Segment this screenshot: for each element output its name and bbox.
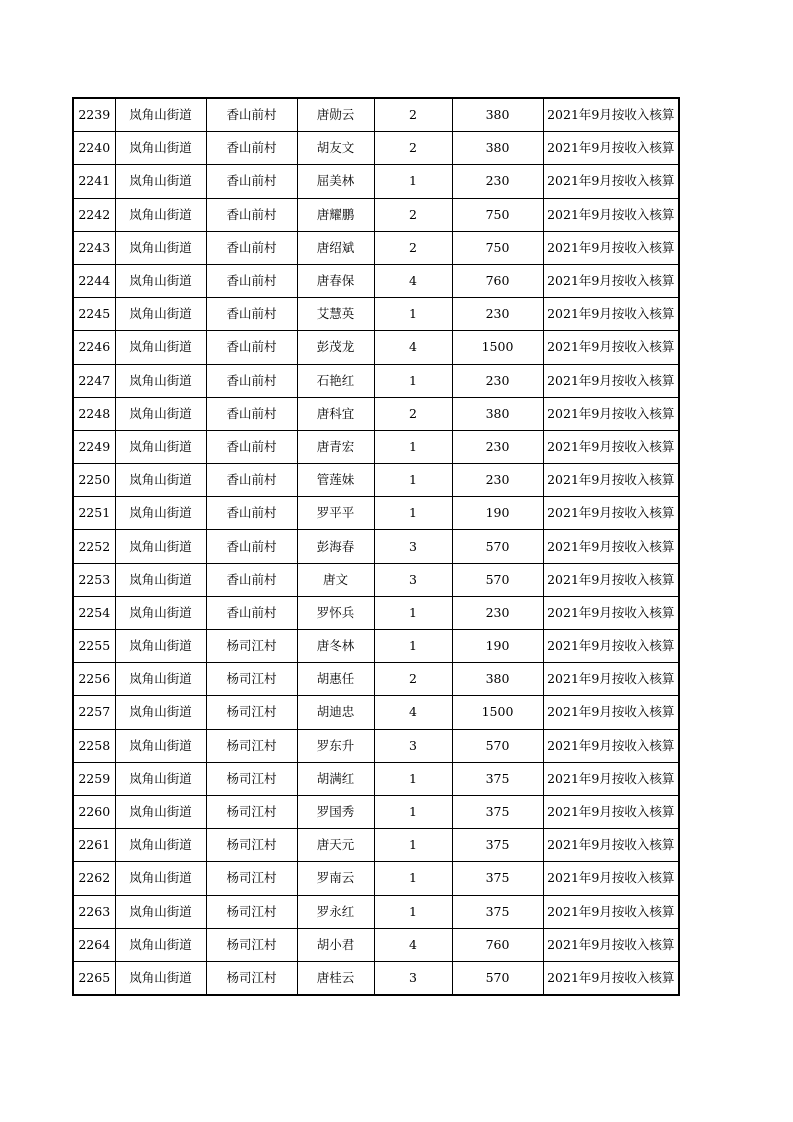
table-row <box>73 729 679 762</box>
village-cell: 杨司江村 <box>206 630 297 663</box>
row-number-cell: 2257 <box>73 696 115 729</box>
table-row <box>73 928 679 961</box>
note-cell: 2021年9月按收入核算 <box>543 464 679 497</box>
household-count-cell: 1 <box>374 862 452 895</box>
note-cell: 2021年9月按收入核算 <box>543 961 679 995</box>
street-cell: 岚角山街道 <box>115 264 206 297</box>
name-cell: 罗怀兵 <box>297 596 374 629</box>
household-count-cell: 4 <box>374 696 452 729</box>
name-cell: 唐绍斌 <box>297 231 374 264</box>
street-cell: 岚角山街道 <box>115 862 206 895</box>
village-cell: 香山前村 <box>206 497 297 530</box>
street-cell: 岚角山街道 <box>115 364 206 397</box>
street-cell: 岚角山街道 <box>115 630 206 663</box>
village-cell: 香山前村 <box>206 530 297 563</box>
table-row <box>73 464 679 497</box>
amount-cell: 750 <box>452 231 543 264</box>
name-cell: 唐勋云 <box>297 98 374 132</box>
note-cell: 2021年9月按收入核算 <box>543 298 679 331</box>
note-cell: 2021年9月按收入核算 <box>543 696 679 729</box>
amount-cell: 375 <box>452 895 543 928</box>
household-count-cell: 3 <box>374 729 452 762</box>
note-cell: 2021年9月按收入核算 <box>543 762 679 795</box>
street-cell: 岚角山街道 <box>115 596 206 629</box>
name-cell: 艾慧英 <box>297 298 374 331</box>
street-cell: 岚角山街道 <box>115 795 206 828</box>
amount-cell: 230 <box>452 298 543 331</box>
amount-cell: 1500 <box>452 696 543 729</box>
table-row <box>73 862 679 895</box>
street-cell: 岚角山街道 <box>115 895 206 928</box>
table-row <box>73 829 679 862</box>
table-row <box>73 530 679 563</box>
note-cell: 2021年9月按收入核算 <box>543 397 679 430</box>
household-count-cell: 2 <box>374 98 452 132</box>
table-row <box>73 663 679 696</box>
name-cell: 胡友文 <box>297 132 374 165</box>
name-cell: 胡迪忠 <box>297 696 374 729</box>
note-cell: 2021年9月按收入核算 <box>543 430 679 463</box>
street-cell: 岚角山街道 <box>115 298 206 331</box>
household-count-cell: 4 <box>374 331 452 364</box>
name-cell: 唐春保 <box>297 264 374 297</box>
street-cell: 岚角山街道 <box>115 397 206 430</box>
name-cell: 唐天元 <box>297 829 374 862</box>
street-cell: 岚角山街道 <box>115 98 206 132</box>
note-cell: 2021年9月按收入核算 <box>543 132 679 165</box>
village-cell: 杨司江村 <box>206 862 297 895</box>
amount-cell: 230 <box>452 364 543 397</box>
village-cell: 香山前村 <box>206 563 297 596</box>
row-number-cell: 2261 <box>73 829 115 862</box>
household-count-cell: 1 <box>374 298 452 331</box>
name-cell: 罗平平 <box>297 497 374 530</box>
amount-cell: 750 <box>452 198 543 231</box>
table-row <box>73 696 679 729</box>
table-body <box>73 98 679 995</box>
table-row <box>73 563 679 596</box>
note-cell: 2021年9月按收入核算 <box>543 231 679 264</box>
table-row <box>73 961 679 995</box>
amount-cell: 570 <box>452 530 543 563</box>
row-number-cell: 2242 <box>73 198 115 231</box>
street-cell: 岚角山街道 <box>115 198 206 231</box>
amount-cell: 380 <box>452 663 543 696</box>
household-count-cell: 1 <box>374 165 452 198</box>
amount-cell: 375 <box>452 762 543 795</box>
village-cell: 香山前村 <box>206 298 297 331</box>
village-cell: 香山前村 <box>206 331 297 364</box>
household-count-cell: 1 <box>374 795 452 828</box>
row-number-cell: 2240 <box>73 132 115 165</box>
note-cell: 2021年9月按收入核算 <box>543 596 679 629</box>
name-cell: 罗东升 <box>297 729 374 762</box>
village-cell: 香山前村 <box>206 397 297 430</box>
row-number-cell: 2243 <box>73 231 115 264</box>
note-cell: 2021年9月按收入核算 <box>543 198 679 231</box>
row-number-cell: 2259 <box>73 762 115 795</box>
row-number-cell: 2252 <box>73 530 115 563</box>
note-cell: 2021年9月按收入核算 <box>543 331 679 364</box>
amount-cell: 375 <box>452 795 543 828</box>
name-cell: 彭海春 <box>297 530 374 563</box>
household-count-cell: 3 <box>374 563 452 596</box>
household-count-cell: 1 <box>374 762 452 795</box>
household-count-cell: 1 <box>374 430 452 463</box>
name-cell: 胡惠任 <box>297 663 374 696</box>
name-cell: 胡满红 <box>297 762 374 795</box>
row-number-cell: 2245 <box>73 298 115 331</box>
name-cell: 唐文 <box>297 563 374 596</box>
table-row <box>73 331 679 364</box>
name-cell: 罗国秀 <box>297 795 374 828</box>
note-cell: 2021年9月按收入核算 <box>543 795 679 828</box>
table-row <box>73 364 679 397</box>
amount-cell: 760 <box>452 928 543 961</box>
household-count-cell: 3 <box>374 961 452 995</box>
name-cell: 唐青宏 <box>297 430 374 463</box>
amount-cell: 230 <box>452 596 543 629</box>
note-cell: 2021年9月按收入核算 <box>543 563 679 596</box>
street-cell: 岚角山街道 <box>115 231 206 264</box>
note-cell: 2021年9月按收入核算 <box>543 98 679 132</box>
row-number-cell: 2251 <box>73 497 115 530</box>
name-cell: 彭茂龙 <box>297 331 374 364</box>
row-number-cell: 2249 <box>73 430 115 463</box>
amount-cell: 230 <box>452 165 543 198</box>
street-cell: 岚角山街道 <box>115 696 206 729</box>
village-cell: 香山前村 <box>206 264 297 297</box>
household-count-cell: 2 <box>374 663 452 696</box>
household-count-cell: 1 <box>374 596 452 629</box>
amount-cell: 380 <box>452 397 543 430</box>
household-count-cell: 3 <box>374 530 452 563</box>
street-cell: 岚角山街道 <box>115 961 206 995</box>
note-cell: 2021年9月按收入核算 <box>543 497 679 530</box>
street-cell: 岚角山街道 <box>115 497 206 530</box>
row-number-cell: 2263 <box>73 895 115 928</box>
table-row <box>73 497 679 530</box>
household-count-cell: 1 <box>374 895 452 928</box>
village-cell: 杨司江村 <box>206 729 297 762</box>
name-cell: 唐冬林 <box>297 630 374 663</box>
amount-cell: 375 <box>452 862 543 895</box>
note-cell: 2021年9月按收入核算 <box>543 530 679 563</box>
household-count-cell: 1 <box>374 464 452 497</box>
village-cell: 香山前村 <box>206 98 297 132</box>
table-row <box>73 895 679 928</box>
household-count-cell: 1 <box>374 630 452 663</box>
household-count-cell: 1 <box>374 829 452 862</box>
village-cell: 香山前村 <box>206 165 297 198</box>
household-count-cell: 2 <box>374 198 452 231</box>
amount-cell: 190 <box>452 630 543 663</box>
street-cell: 岚角山街道 <box>115 663 206 696</box>
row-number-cell: 2248 <box>73 397 115 430</box>
village-cell: 香山前村 <box>206 430 297 463</box>
table-row <box>73 165 679 198</box>
village-cell: 杨司江村 <box>206 762 297 795</box>
street-cell: 岚角山街道 <box>115 563 206 596</box>
street-cell: 岚角山街道 <box>115 430 206 463</box>
village-cell: 杨司江村 <box>206 961 297 995</box>
village-cell: 杨司江村 <box>206 795 297 828</box>
village-cell: 香山前村 <box>206 231 297 264</box>
household-count-cell: 4 <box>374 928 452 961</box>
row-number-cell: 2247 <box>73 364 115 397</box>
amount-cell: 570 <box>452 729 543 762</box>
street-cell: 岚角山街道 <box>115 829 206 862</box>
street-cell: 岚角山街道 <box>115 530 206 563</box>
village-cell: 香山前村 <box>206 464 297 497</box>
table-row <box>73 596 679 629</box>
amount-cell: 760 <box>452 264 543 297</box>
household-count-cell: 2 <box>374 132 452 165</box>
row-number-cell: 2255 <box>73 630 115 663</box>
row-number-cell: 2250 <box>73 464 115 497</box>
table-row <box>73 397 679 430</box>
street-cell: 岚角山街道 <box>115 165 206 198</box>
note-cell: 2021年9月按收入核算 <box>543 264 679 297</box>
table-row <box>73 795 679 828</box>
name-cell: 唐桂云 <box>297 961 374 995</box>
village-cell: 杨司江村 <box>206 928 297 961</box>
amount-cell: 570 <box>452 563 543 596</box>
household-count-cell: 1 <box>374 497 452 530</box>
village-cell: 杨司江村 <box>206 696 297 729</box>
name-cell: 石艳红 <box>297 364 374 397</box>
note-cell: 2021年9月按收入核算 <box>543 364 679 397</box>
table-row <box>73 298 679 331</box>
street-cell: 岚角山街道 <box>115 132 206 165</box>
row-number-cell: 2239 <box>73 98 115 132</box>
amount-cell: 380 <box>452 132 543 165</box>
name-cell: 唐科宜 <box>297 397 374 430</box>
amount-cell: 570 <box>452 961 543 995</box>
name-cell: 屈美林 <box>297 165 374 198</box>
records-table <box>72 97 680 996</box>
row-number-cell: 2253 <box>73 563 115 596</box>
table-row <box>73 264 679 297</box>
row-number-cell: 2246 <box>73 331 115 364</box>
village-cell: 杨司江村 <box>206 895 297 928</box>
name-cell: 管莲妹 <box>297 464 374 497</box>
note-cell: 2021年9月按收入核算 <box>543 829 679 862</box>
table-row <box>73 630 679 663</box>
row-number-cell: 2241 <box>73 165 115 198</box>
note-cell: 2021年9月按收入核算 <box>543 165 679 198</box>
street-cell: 岚角山街道 <box>115 762 206 795</box>
row-number-cell: 2244 <box>73 264 115 297</box>
name-cell: 罗南云 <box>297 862 374 895</box>
row-number-cell: 2265 <box>73 961 115 995</box>
household-count-cell: 2 <box>374 231 452 264</box>
row-number-cell: 2262 <box>73 862 115 895</box>
name-cell: 罗永红 <box>297 895 374 928</box>
amount-cell: 380 <box>452 98 543 132</box>
village-cell: 香山前村 <box>206 132 297 165</box>
note-cell: 2021年9月按收入核算 <box>543 928 679 961</box>
village-cell: 香山前村 <box>206 198 297 231</box>
amount-cell: 190 <box>452 497 543 530</box>
street-cell: 岚角山街道 <box>115 729 206 762</box>
row-number-cell: 2258 <box>73 729 115 762</box>
amount-cell: 230 <box>452 464 543 497</box>
amount-cell: 375 <box>452 829 543 862</box>
name-cell: 胡小君 <box>297 928 374 961</box>
street-cell: 岚角山街道 <box>115 331 206 364</box>
household-count-cell: 4 <box>374 264 452 297</box>
street-cell: 岚角山街道 <box>115 928 206 961</box>
village-cell: 杨司江村 <box>206 663 297 696</box>
note-cell: 2021年9月按收入核算 <box>543 729 679 762</box>
row-number-cell: 2256 <box>73 663 115 696</box>
table-row <box>73 198 679 231</box>
row-number-cell: 2264 <box>73 928 115 961</box>
village-cell: 香山前村 <box>206 364 297 397</box>
street-cell: 岚角山街道 <box>115 464 206 497</box>
table-row <box>73 430 679 463</box>
note-cell: 2021年9月按收入核算 <box>543 663 679 696</box>
table-row <box>73 231 679 264</box>
table-row <box>73 98 679 132</box>
note-cell: 2021年9月按收入核算 <box>543 630 679 663</box>
village-cell: 杨司江村 <box>206 829 297 862</box>
amount-cell: 1500 <box>452 331 543 364</box>
note-cell: 2021年9月按收入核算 <box>543 862 679 895</box>
row-number-cell: 2260 <box>73 795 115 828</box>
household-count-cell: 1 <box>374 364 452 397</box>
row-number-cell: 2254 <box>73 596 115 629</box>
household-count-cell: 2 <box>374 397 452 430</box>
table-row <box>73 762 679 795</box>
table-row <box>73 132 679 165</box>
amount-cell: 230 <box>452 430 543 463</box>
note-cell: 2021年9月按收入核算 <box>543 895 679 928</box>
village-cell: 香山前村 <box>206 596 297 629</box>
name-cell: 唐耀鹏 <box>297 198 374 231</box>
